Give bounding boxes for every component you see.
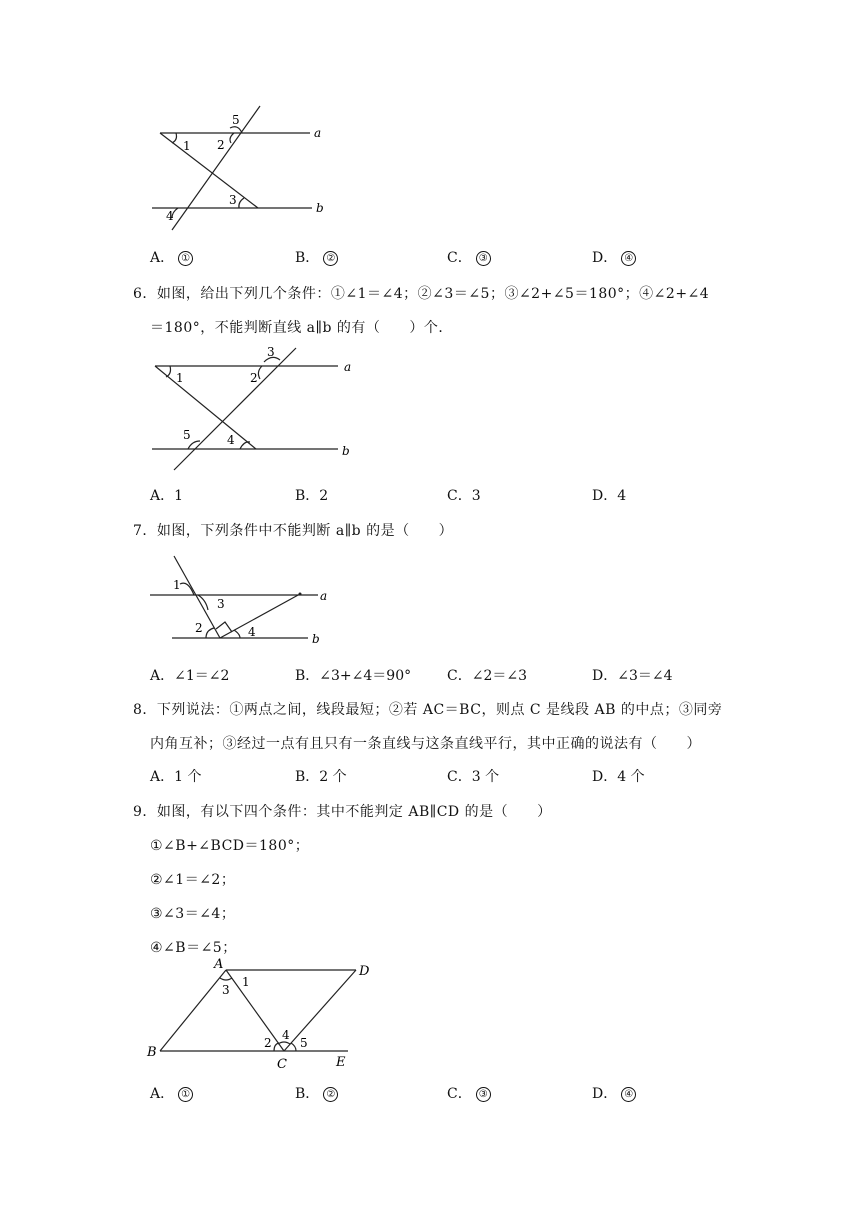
- q5-transversal-2: [172, 106, 260, 230]
- q9-stem-line1: 9．如图，有以下四个条件：其中不能判定 AB∥CD 的是（ ）: [133, 804, 552, 820]
- q7-label-b: b: [312, 632, 320, 646]
- q7-option-a[interactable]: A．∠1＝∠2: [150, 668, 230, 684]
- q6-option-b[interactable]: B．2: [295, 488, 329, 504]
- q7-figure: [140, 548, 340, 648]
- q9-segment-ac: [226, 970, 284, 1051]
- q6-option-d[interactable]: D．4: [592, 488, 627, 504]
- q7-option-c[interactable]: C．∠2＝∠3: [447, 668, 527, 684]
- q7-label-a: a: [320, 589, 328, 603]
- q5-option-b[interactable]: B． ②: [295, 247, 338, 267]
- q9-segment-cd: [284, 970, 356, 1051]
- q9-label-C: C: [277, 1057, 287, 1072]
- q7-label-4: 4: [248, 625, 256, 639]
- q8-stem-line1: 8．下列说法：①两点之间，线段最短；②若 AC＝BC，则点 C 是线段 AB 的中点；③同旁: [133, 702, 723, 718]
- q5-label-a: a: [314, 126, 322, 140]
- q7-option-d[interactable]: D．∠3＝∠4: [592, 668, 673, 684]
- q6-label-4: 4: [227, 433, 235, 447]
- q6-option-c[interactable]: C．3: [447, 488, 481, 504]
- q9-label-2: 2: [264, 1036, 272, 1050]
- q9-condition-1: ①∠B+∠BCD＝180°；: [150, 838, 310, 854]
- q5-transversal-1: [160, 133, 258, 208]
- q9-option-b[interactable]: B． ②: [295, 1083, 338, 1103]
- q5-option-d[interactable]: D． ④: [592, 247, 636, 267]
- q9-label-5: 5: [300, 1036, 308, 1050]
- q6-label-2: 2: [250, 371, 258, 385]
- q7-label-2: 2: [195, 621, 203, 635]
- q5-label-5: 5: [232, 113, 240, 127]
- q8-option-a[interactable]: A．1 个: [150, 769, 202, 785]
- q8-option-c[interactable]: C．3 个: [447, 769, 500, 785]
- q9-condition-2: ②∠1＝∠2；: [150, 872, 236, 888]
- q7-stem-line1: 7．如图，下列条件中不能判断 a∥b 的是（ ）: [133, 523, 454, 539]
- q9-option-c[interactable]: C． ③: [447, 1083, 491, 1103]
- q9-label-A: A: [214, 957, 224, 972]
- q5-label-3: 3: [229, 193, 237, 207]
- q6-label-a: a: [344, 360, 352, 374]
- q9-label-D: D: [359, 964, 370, 979]
- q9-condition-4: ④∠B＝∠5；: [150, 940, 237, 956]
- q6-label-5: 5: [183, 428, 191, 442]
- q9-figure: [140, 955, 380, 1075]
- q8-option-d[interactable]: D．4 个: [592, 769, 645, 785]
- q6-stem-line1: 6．如图，给出下列几个条件：①∠1＝∠4；②∠3＝∠5；③∠2+∠5＝180°；④∠2+∠4: [133, 286, 710, 302]
- q6-figure: [145, 340, 360, 475]
- q9-label-1: 1: [242, 975, 250, 989]
- q8-option-b[interactable]: B．2 个: [295, 769, 347, 785]
- q5-label-1: 1: [183, 139, 191, 153]
- q5-label-2: 2: [217, 138, 225, 152]
- q7-label-1: 1: [173, 578, 181, 592]
- q9-label-4: 4: [282, 1028, 290, 1042]
- q9-option-d[interactable]: D． ④: [592, 1083, 636, 1103]
- q9-label-B: B: [147, 1045, 157, 1060]
- q6-label-b: b: [342, 444, 350, 458]
- q8-stem-line2: 内角互补；③经过一点有且只有一条直线与这条直线平行，其中正确的说法有（ ）: [150, 736, 701, 752]
- q6-label-1: 1: [176, 371, 184, 385]
- q9-condition-3: ③∠3＝∠4；: [150, 906, 236, 922]
- q6-stem-line2: ＝180°，不能判断直线 a∥b 的有（ ）个．: [150, 320, 453, 336]
- q6-transversal-1: [155, 366, 256, 449]
- q5-label-b: b: [316, 201, 324, 215]
- q7-label-3: 3: [217, 597, 225, 611]
- q9-label-3: 3: [222, 983, 230, 997]
- q9-label-E: E: [336, 1055, 346, 1070]
- q6-option-a[interactable]: A．1: [150, 488, 184, 504]
- q9-option-a[interactable]: A． ①: [150, 1083, 193, 1103]
- q9-segment-ab: [160, 970, 226, 1051]
- q7-option-b[interactable]: B．∠3+∠4＝90°: [295, 668, 412, 684]
- q5-label-4: 4: [166, 209, 174, 223]
- q5-option-c[interactable]: C． ③: [447, 247, 491, 267]
- q6-label-3: 3: [267, 345, 275, 359]
- q5-figure: [140, 100, 340, 235]
- q5-option-a[interactable]: A． ①: [150, 247, 193, 267]
